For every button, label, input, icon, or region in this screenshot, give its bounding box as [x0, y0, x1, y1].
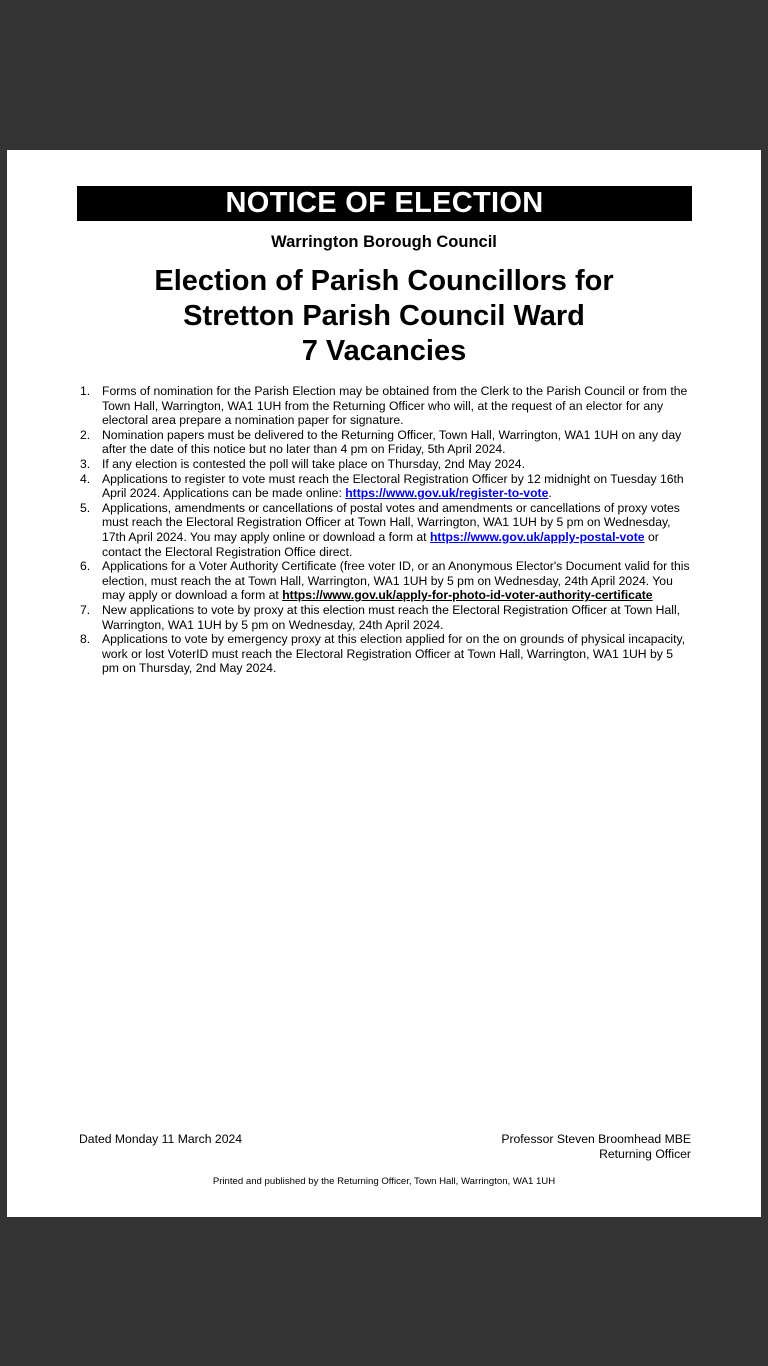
apply-postal-vote-link[interactable]: https://www.gov.uk/apply-postal-vote: [429, 529, 645, 544]
item-number: 3.: [80, 456, 91, 471]
item-text: New applications to vote by proxy at this election must reach the Electoral Registration Officer at Town Hall, Warrington, WA1 1UH by 5 pm on Wednesday, 24th April 2024.: [102, 602, 681, 632]
notice-item: [77, 472, 693, 501]
item-text: Applications to vote by emergency proxy at this election applied for on the on grounds of physical incapacity, work or lost VoterID must reach the Electoral Registration Officer at Town Hall, Warrington, WA1 1UH by 5 pm on Thursday, 2nd May 2024.: [102, 632, 686, 676]
item-text-after: or contact the Electoral Registration Office direct.: [102, 529, 659, 559]
notice-item: [77, 559, 693, 603]
item-text: Forms of nomination for the Parish Election may be obtained from the Clerk to the Parish Council or from the Town Hall, Warrington, WA1 1UH from the Returning Officer who will, at the request of an elector for any electoral area prepare a nomination paper for signature.: [102, 384, 688, 428]
item-text: Nomination papers must be delivered to the Returning Officer, Town Hall, Warrington, WA1 1UH on any day after the date of this notice but no later than 4 pm on Friday, 5th April 2024.: [102, 427, 682, 457]
item-number: 1.: [80, 384, 91, 398]
notice-item: [77, 384, 693, 428]
item-number: 7.: [80, 602, 91, 617]
notice-item: [77, 428, 693, 457]
election-headline: [7, 264, 761, 369]
officer-name: Professor Steven Broomhead MBE: [501, 1132, 691, 1146]
notice-item: [77, 632, 693, 676]
item-number: 5.: [80, 500, 91, 515]
notice-list: [77, 384, 693, 676]
voter-authority-certificate-link[interactable]: https://www.gov.uk/apply-for-photo-id-voter-authority-certificate: [282, 588, 653, 603]
notice-item: [77, 501, 693, 559]
notice-item: [77, 603, 693, 632]
item-text-after: .: [548, 486, 552, 501]
document-page: [7, 150, 761, 1217]
item-number: 4.: [80, 471, 91, 486]
headline-line: 7 Vacancies: [301, 335, 467, 367]
headline-line: Election of Parish Councillors for: [154, 265, 614, 297]
notice-date: Dated Monday 11 March 2024: [79, 1132, 243, 1146]
imprint-line: Printed and published by the Returning Officer, Town Hall, Warrington, WA1 1UH: [212, 1176, 556, 1187]
officer-title: Returning Officer: [599, 1147, 691, 1161]
headline-line: Stretton Parish Council Ward: [183, 300, 585, 332]
item-text: Applications, amendments or cancellations of postal votes and amendments or cancellations of proxy votes must reach the Electoral Registration Officer at Town Hall, Warrington, WA1 1UH by 5 pm on Wednesday, 17th April 2024. You may apply online or download a form at: [102, 500, 680, 544]
item-text: If any election is contested the poll will take place on Thursday, 2nd May 2024.: [102, 456, 525, 471]
item-number: 8.: [80, 632, 91, 647]
item-text: Applications to register to vote must reach the Electoral Registration Officer by 12 midnight on Tuesday 16th April 2024. Applications can be made online:: [102, 471, 684, 501]
council-name: Warrington Borough Council: [271, 233, 497, 251]
notice-item: [77, 457, 693, 472]
signature-block: [501, 1132, 691, 1162]
notice-banner: NOTICE OF ELECTION: [77, 186, 692, 221]
item-number: 6.: [80, 559, 91, 574]
item-number: 2.: [80, 427, 91, 442]
item-text: Applications for a Voter Authority Certificate (free voter ID, or an Anonymous Elector's Document valid for this election, must reach the at Town Hall, Warrington, WA1 1UH by 5 pm on Wednesday, 24th April 2024. You may apply or download a form at: [102, 559, 690, 603]
register-to-vote-link[interactable]: https://www.gov.uk/register-to-vote: [345, 486, 549, 501]
